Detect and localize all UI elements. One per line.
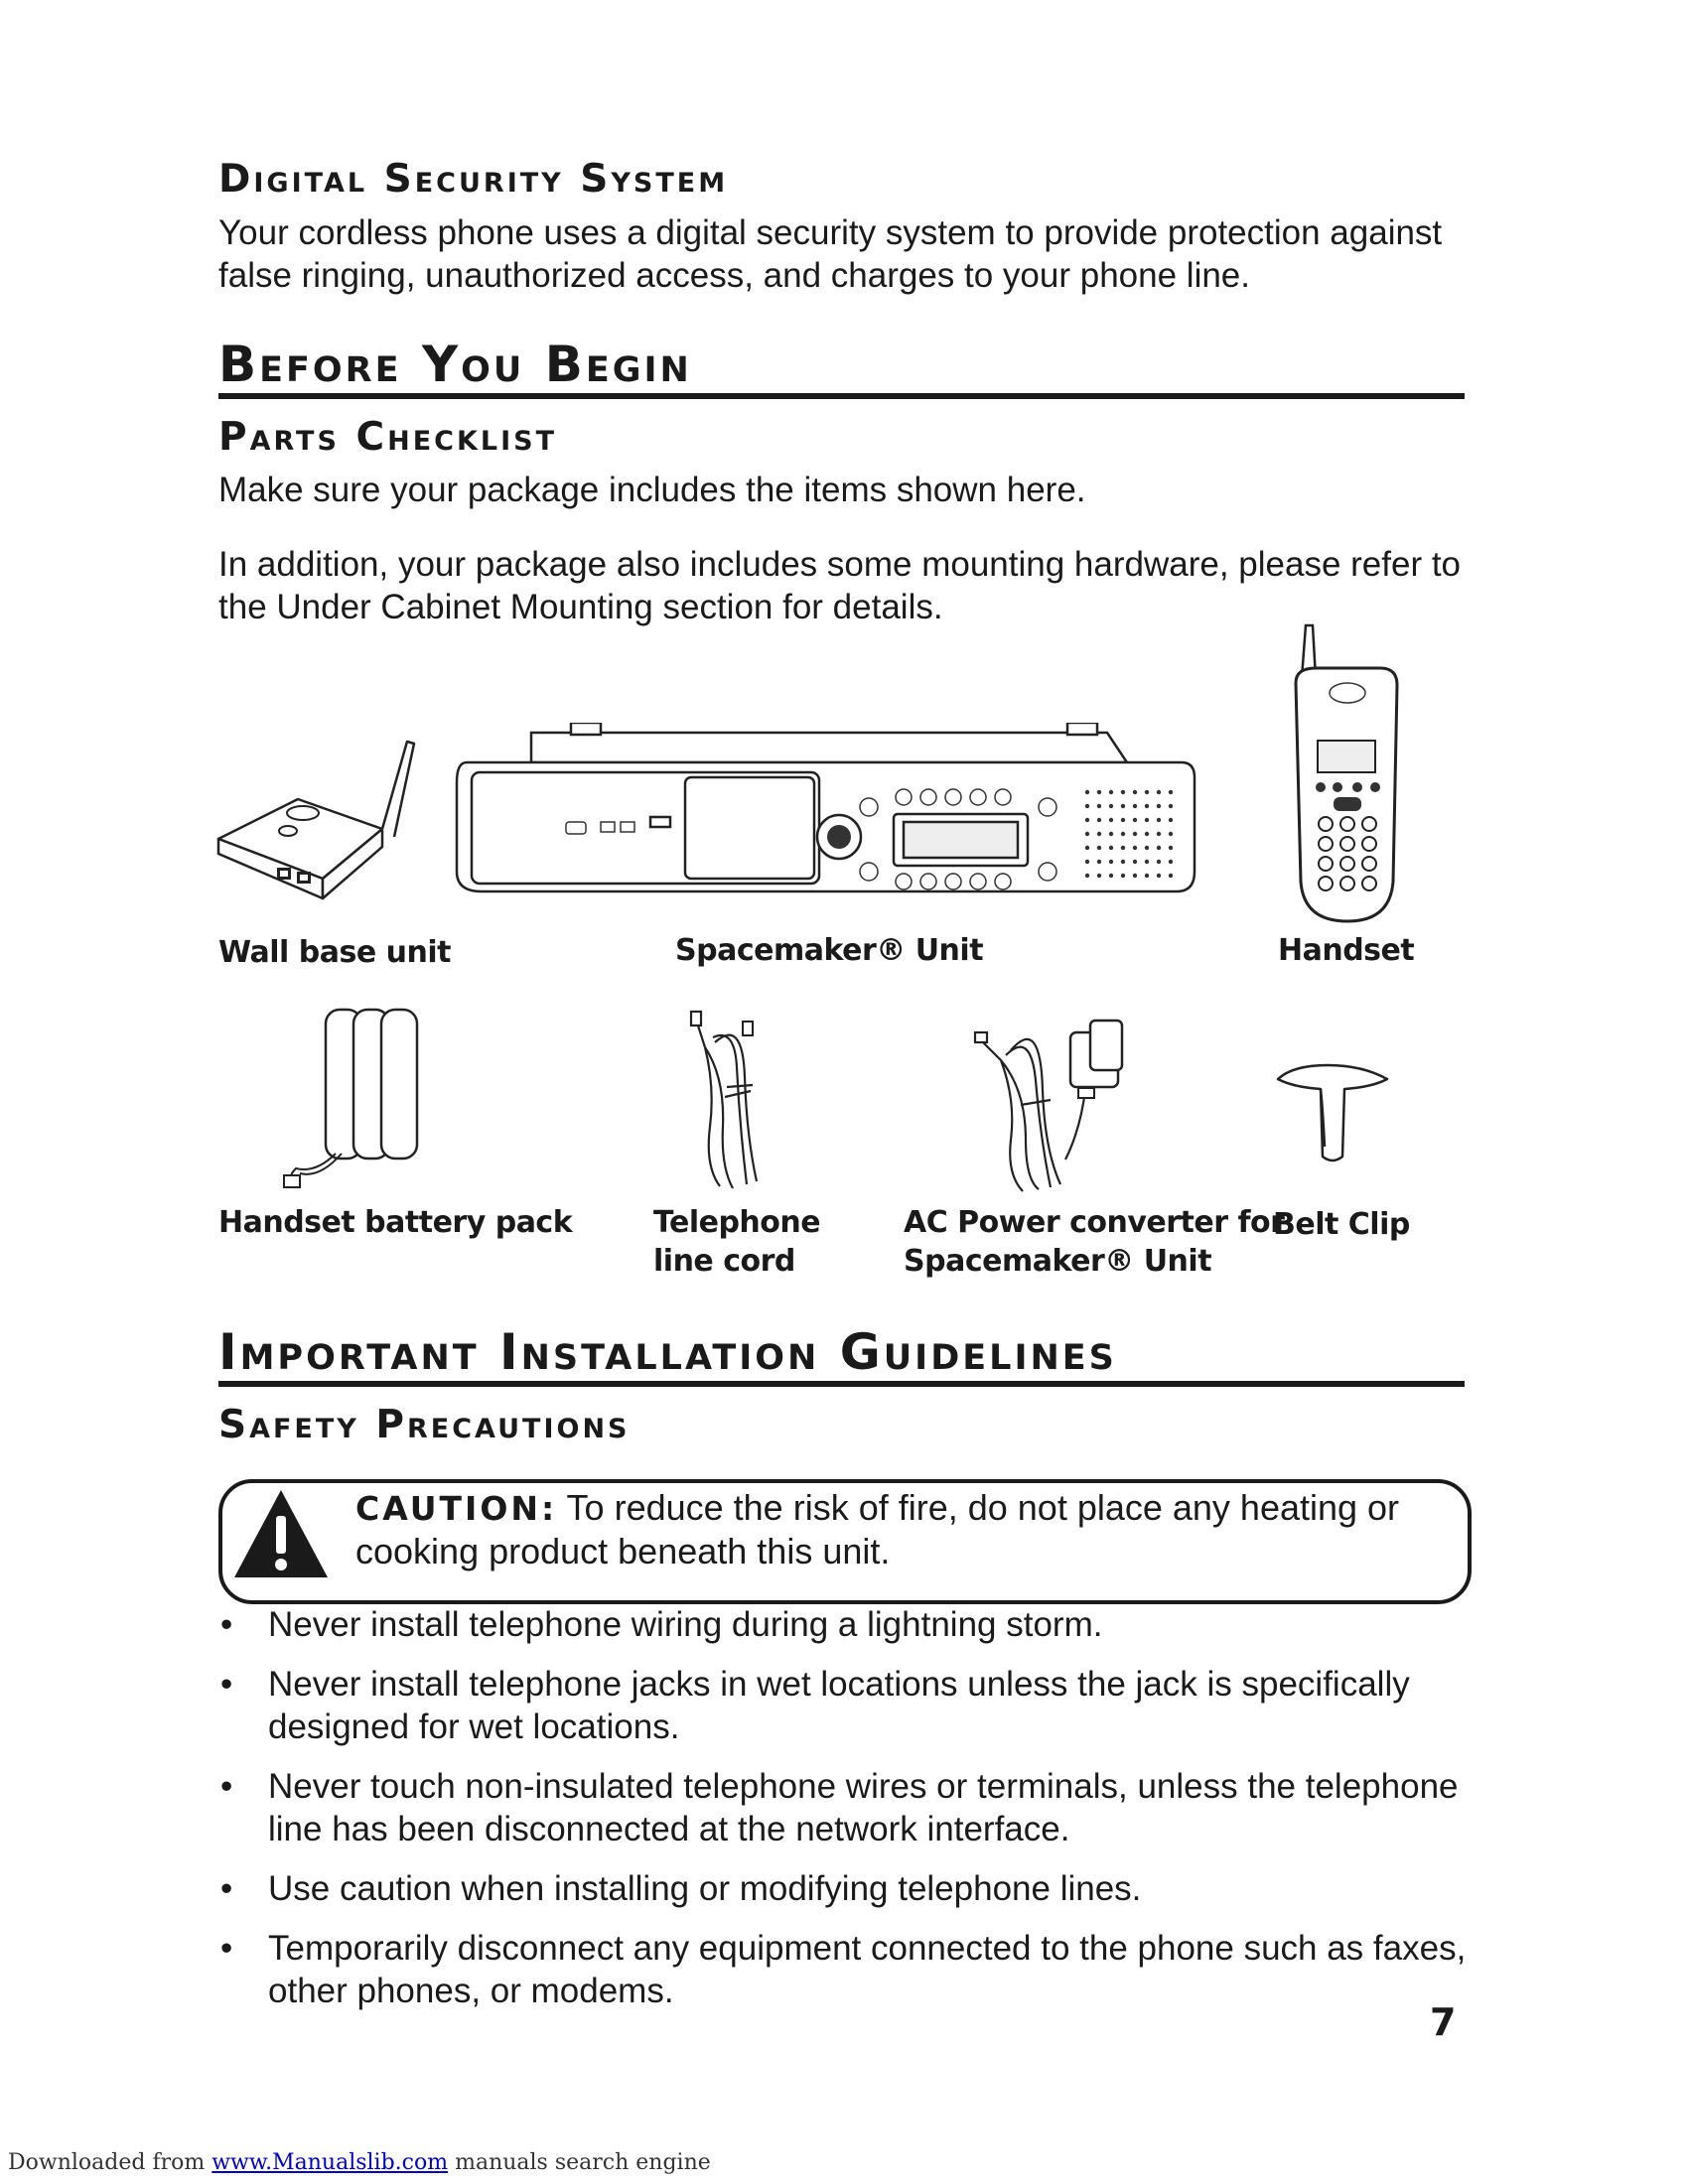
footer: Downloaded from www.Manualslib.com manuals search engine <box>8 2150 711 2175</box>
ac-adapter-icon <box>971 1011 1145 1199</box>
part-label-spacemaker-unit: Spacemaker® Unit <box>675 933 984 968</box>
section-rule <box>218 1381 1465 1387</box>
page-number: 7 <box>1430 2000 1457 2044</box>
list-item: • Never touch non-insulated telephone wires or terminals, unless the telephone line has been disconnected at the network interface. <box>220 1767 1459 1848</box>
section-title-before-you-begin: Before You Begin <box>218 336 692 393</box>
section-title-parts-checklist: Parts Checklist <box>218 415 558 460</box>
handset-icon <box>1286 623 1405 926</box>
battery-pack-icon <box>276 1005 435 1193</box>
list-item: • Never install telephone wiring during a lightning storm. <box>220 1605 1103 1644</box>
warning-triangle-icon <box>231 1486 331 1581</box>
wall-base-unit-icon <box>213 730 422 908</box>
part-label-ac-adapter: AC Power converter for Spacemaker® Unit <box>904 1205 1285 1279</box>
list-item: • Never install telephone jacks in wet locations unless the jack is specifically designed for wet locations. <box>220 1665 1410 1746</box>
section-rule <box>218 393 1465 399</box>
list-item: • Temporarily disconnect any equipment connected to the phone such as faxes, other phones, or modems. <box>220 1929 1467 2010</box>
list-item: • Use caution when installing or modifying telephone lines. <box>220 1869 1142 1908</box>
caution-text: To reduce the risk of fire, do not place any heating or cooking product beneath this unit. <box>355 1487 1400 1571</box>
line-cord-icon <box>685 1008 774 1196</box>
part-label-battery-pack: Handset battery pack <box>218 1205 573 1240</box>
spacemaker-unit-icon <box>452 723 1201 911</box>
caution-label: CAUTION: <box>355 1489 558 1528</box>
digital-security-body: Your cordless phone uses a digital security system to provide protection against false ringing, unauthorized access, and charges to your phone line. <box>218 213 1443 295</box>
caution-message <box>355 1486 1458 1572</box>
manualslib-link[interactable]: www.Manualslib.com <box>211 2150 449 2175</box>
section-title-important-installation: Important Installation Guidelines <box>218 1323 1117 1381</box>
part-label-belt-clip: Belt Clip <box>1273 1207 1410 1242</box>
section-title-digital-security: Digital Security System <box>218 157 729 202</box>
part-label-wall-base-unit: Wall base unit <box>218 935 451 970</box>
part-label-handset: Handset <box>1278 933 1415 968</box>
part-label-line-cord: Telephone line cord <box>653 1205 821 1279</box>
safety-bullet-list <box>218 1603 1470 2029</box>
belt-clip-icon <box>1273 1047 1392 1166</box>
parts-checklist-body-1: Make sure your package includes the items shown here. <box>218 471 1086 509</box>
section-title-safety-precautions: Safety Precautions <box>218 1403 631 1447</box>
parts-checklist-body-2: In addition, your package also includes some mounting hardware, please refer to the Under Cabinet Mounting section for details. <box>218 545 1462 626</box>
